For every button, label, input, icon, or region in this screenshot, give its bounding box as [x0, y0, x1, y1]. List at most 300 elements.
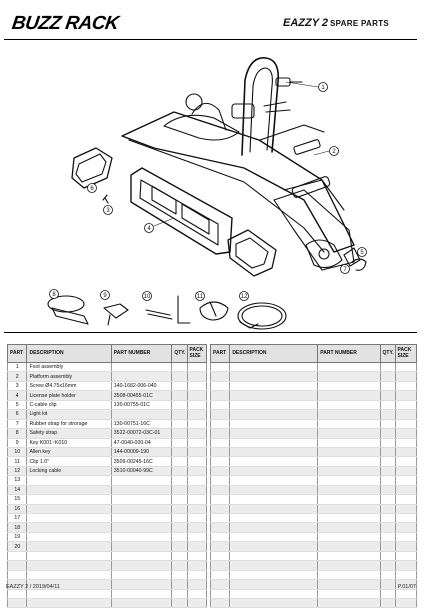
pack-size-cell [395, 363, 416, 372]
parts-table-right [210, 344, 417, 608]
part-cell [211, 410, 230, 419]
description-cell [230, 485, 318, 494]
qty-cell [380, 410, 395, 419]
part-number-cell [318, 429, 380, 438]
part-number-cell [318, 485, 380, 494]
qty-cell [380, 580, 395, 589]
qty-cell [380, 532, 395, 541]
table-row [8, 495, 207, 504]
table-row [8, 457, 207, 466]
part-cell [211, 542, 230, 551]
table-row [8, 419, 207, 428]
qty-cell [380, 589, 395, 598]
description-cell [230, 532, 318, 541]
table-row [211, 485, 417, 494]
qty-cell [172, 457, 187, 466]
table-row [211, 410, 417, 419]
qty-cell [380, 476, 395, 485]
pack-size-cell [187, 542, 207, 551]
svg-text:1: 1 [321, 85, 325, 91]
callout-9 [101, 291, 110, 300]
description-cell [230, 504, 318, 513]
table-row [8, 372, 207, 381]
callout-11 [196, 292, 205, 301]
svg-text:10: 10 [143, 294, 151, 300]
part-number-cell: 3510-00040-99C [111, 466, 172, 475]
description-cell [27, 476, 111, 485]
qty-cell [172, 580, 187, 589]
part-cell [211, 476, 230, 485]
part-number-cell [111, 532, 172, 541]
table-row [211, 570, 417, 579]
pack-size-cell [395, 429, 416, 438]
description-cell [27, 504, 111, 513]
part-number-cell [111, 580, 172, 589]
table-row [211, 532, 417, 541]
description-cell [230, 570, 318, 579]
description-cell [27, 514, 111, 523]
pack-size-cell [187, 457, 207, 466]
part-cell [211, 495, 230, 504]
pack-size-cell [187, 400, 207, 409]
description-cell [27, 485, 111, 494]
pack-size-cell [395, 514, 416, 523]
part-number-cell: 130-00755-01C [111, 400, 172, 409]
callout-1 [286, 82, 328, 92]
qty-cell [172, 372, 187, 381]
part-number-cell [111, 589, 172, 598]
part-number-cell [111, 551, 172, 560]
page-number: P.01/07 [397, 584, 416, 590]
part-number-cell [111, 514, 172, 523]
col-qty: QTY. [380, 345, 395, 363]
callout-12 [240, 292, 249, 301]
table-row [211, 381, 417, 390]
part-cell [211, 514, 230, 523]
description-cell [230, 589, 318, 598]
table-row [211, 400, 417, 409]
pack-size-cell [395, 447, 416, 456]
part-number-cell: 3509-00245-16C [111, 457, 172, 466]
description-cell: Platform assembly [27, 372, 111, 381]
description-cell [230, 400, 318, 409]
svg-text:6: 6 [90, 186, 94, 192]
table-row [8, 400, 207, 409]
table-row [8, 504, 207, 513]
description-cell [230, 580, 318, 589]
qty-cell [380, 466, 395, 475]
pack-size-cell [187, 363, 207, 372]
part-number-cell [111, 542, 172, 551]
qty-cell [172, 429, 187, 438]
pack-size-cell [187, 419, 207, 428]
qty-cell [172, 532, 187, 541]
part-number-cell [318, 476, 380, 485]
table-row [211, 372, 417, 381]
qty-cell [380, 363, 395, 372]
table-row [8, 523, 207, 532]
part-cell: 15 [8, 495, 27, 504]
svg-text:12: 12 [240, 294, 248, 300]
pack-size-cell [187, 589, 207, 598]
part-number-cell [318, 447, 380, 456]
part-cell [211, 561, 230, 570]
qty-cell [172, 381, 187, 390]
part-cell [211, 485, 230, 494]
section-title: SPARE PARTS [330, 19, 390, 28]
part-cell: 13 [8, 476, 27, 485]
pack-size-cell [395, 372, 416, 381]
col-description: DESCRIPTION [27, 345, 111, 363]
pack-size-cell [395, 438, 416, 447]
part-cell: 5 [8, 400, 27, 409]
part-number-cell [111, 410, 172, 419]
part-number-cell [318, 514, 380, 523]
qty-cell [380, 561, 395, 570]
part-number-cell [318, 466, 380, 475]
table-row [211, 447, 417, 456]
description-cell [27, 542, 111, 551]
part-number-cell [318, 589, 380, 598]
description-cell [230, 457, 318, 466]
table-row [8, 570, 207, 579]
svg-text:5: 5 [360, 250, 364, 256]
description-cell: Safety strap [27, 429, 111, 438]
part-cell: 3 [8, 381, 27, 390]
qty-cell [172, 523, 187, 532]
part-number-cell [318, 391, 380, 400]
pack-size-cell [187, 570, 207, 579]
pack-size-cell [187, 438, 207, 447]
pack-size-cell [187, 514, 207, 523]
table-row [8, 561, 207, 570]
table-row [8, 532, 207, 541]
part-number-cell [318, 438, 380, 447]
qty-cell [172, 400, 187, 409]
description-cell [230, 363, 318, 372]
part-cell [8, 570, 27, 579]
part-cell: 6 [8, 410, 27, 419]
qty-cell [380, 391, 395, 400]
col-part: PART [211, 345, 230, 363]
description-cell [230, 495, 318, 504]
col-pack-size: PACK SIZE [395, 345, 416, 363]
part-cell [211, 447, 230, 456]
table-row [211, 466, 417, 475]
part-number-cell: 144-00009-190 [111, 447, 172, 456]
description-cell [27, 570, 111, 579]
qty-cell [380, 570, 395, 579]
description-cell: Allen key [27, 447, 111, 456]
part-number-cell [318, 570, 380, 579]
part-cell: 10 [8, 447, 27, 456]
part-number-cell [111, 495, 172, 504]
part-number-cell [318, 561, 380, 570]
svg-text:9: 9 [103, 293, 107, 299]
pack-size-cell [395, 542, 416, 551]
qty-cell [172, 542, 187, 551]
callout-3 [104, 206, 113, 215]
table-row [8, 429, 207, 438]
col-qty: QTY. [172, 345, 187, 363]
part-cell [8, 561, 27, 570]
callout-8 [50, 290, 59, 299]
description-cell [230, 466, 318, 475]
pack-size-cell [395, 400, 416, 409]
qty-cell [172, 476, 187, 485]
qty-cell [380, 514, 395, 523]
qty-cell [172, 495, 187, 504]
part-cell [211, 381, 230, 390]
qty-cell [172, 570, 187, 579]
part-number-cell [318, 495, 380, 504]
table-row [211, 429, 417, 438]
pack-size-cell [395, 457, 416, 466]
svg-text:7: 7 [343, 267, 347, 273]
callout-6 [88, 184, 97, 193]
pack-size-cell [187, 466, 207, 475]
pack-size-cell [187, 495, 207, 504]
pack-size-cell [187, 551, 207, 560]
qty-cell [172, 410, 187, 419]
description-cell [230, 419, 318, 428]
qty-cell [172, 551, 187, 560]
part-cell [211, 551, 230, 560]
pack-size-cell [187, 410, 207, 419]
pack-size-cell [395, 495, 416, 504]
part-number-cell [111, 372, 172, 381]
pack-size-cell [187, 429, 207, 438]
svg-text:2: 2 [332, 149, 336, 155]
description-cell [230, 381, 318, 390]
qty-cell [172, 447, 187, 456]
pack-size-cell [395, 532, 416, 541]
part-cell: 17 [8, 514, 27, 523]
part-number-cell [111, 485, 172, 494]
pack-size-cell [187, 447, 207, 456]
pack-size-cell [395, 561, 416, 570]
part-cell [211, 532, 230, 541]
part-number-cell [318, 580, 380, 589]
exploded-diagram [4, 40, 417, 333]
part-cell [211, 570, 230, 579]
description-cell: Rubber strap for strorage [27, 419, 111, 428]
part-cell: 7 [8, 419, 27, 428]
description-cell: Key K001~K010 [27, 438, 111, 447]
bike-rack-illustration [4, 40, 417, 332]
table-row [8, 476, 207, 485]
description-cell [230, 391, 318, 400]
part-number-cell [318, 419, 380, 428]
table-row [211, 504, 417, 513]
col-part: PART [8, 345, 27, 363]
qty-cell [380, 485, 395, 494]
part-cell [211, 466, 230, 475]
description-cell: C-cable clip [27, 400, 111, 409]
pack-size-cell [187, 504, 207, 513]
description-cell [230, 523, 318, 532]
table-row [8, 589, 207, 598]
description-cell [27, 551, 111, 560]
callout-7 [341, 265, 350, 274]
table-row [8, 410, 207, 419]
part-number-cell [318, 504, 380, 513]
description-cell [230, 561, 318, 570]
pack-size-cell [187, 485, 207, 494]
table-row [211, 561, 417, 570]
pack-size-cell [395, 419, 416, 428]
part-number-cell [111, 561, 172, 570]
pack-size-cell [395, 381, 416, 390]
col-part-number: PART NUMBER [111, 345, 172, 363]
table-row [8, 447, 207, 456]
qty-cell [172, 485, 187, 494]
description-cell: Locking cable [27, 466, 111, 475]
part-cell: 4 [8, 391, 27, 400]
part-cell: 11 [8, 457, 27, 466]
table-row [8, 466, 207, 475]
qty-cell [172, 589, 187, 598]
qty-cell [380, 372, 395, 381]
part-cell [8, 589, 27, 598]
table-row [8, 438, 207, 447]
part-number-cell [111, 570, 172, 579]
part-number-cell [318, 363, 380, 372]
pack-size-cell [395, 410, 416, 419]
table-row [211, 589, 417, 598]
description-cell [27, 532, 111, 541]
table-row [8, 485, 207, 494]
part-number-cell [318, 551, 380, 560]
svg-text:11: 11 [196, 294, 204, 300]
part-cell: 2 [8, 372, 27, 381]
qty-cell [172, 438, 187, 447]
part-number-cell [318, 542, 380, 551]
description-cell [230, 514, 318, 523]
qty-cell [172, 419, 187, 428]
qty-cell [172, 466, 187, 475]
table-row [211, 551, 417, 560]
pack-size-cell [395, 504, 416, 513]
pack-size-cell [395, 466, 416, 475]
part-cell [211, 372, 230, 381]
part-number-cell [111, 476, 172, 485]
description-cell [230, 438, 318, 447]
col-description: DESCRIPTION [230, 345, 318, 363]
part-cell [8, 551, 27, 560]
callout-5 [358, 248, 367, 257]
qty-cell [380, 457, 395, 466]
qty-cell [380, 504, 395, 513]
part-number-cell [318, 381, 380, 390]
part-cell [211, 429, 230, 438]
description-cell: Screw Ø4.75x16mm [27, 381, 111, 390]
svg-text:8: 8 [52, 292, 56, 298]
pack-size-cell [395, 485, 416, 494]
table-row [8, 514, 207, 523]
qty-cell [380, 523, 395, 532]
pack-size-cell [187, 580, 207, 589]
qty-cell [380, 381, 395, 390]
table-row [211, 457, 417, 466]
footer-date: EAZZY 2 / 2019/04/11 [6, 584, 60, 590]
col-part-number: PART NUMBER [318, 345, 380, 363]
part-cell [211, 589, 230, 598]
pack-size-cell [187, 561, 207, 570]
part-cell [211, 391, 230, 400]
description-cell [27, 561, 111, 570]
description-cell: Light kit [27, 410, 111, 419]
description-cell [230, 542, 318, 551]
pack-size-cell [395, 551, 416, 560]
pack-size-cell [187, 523, 207, 532]
table-row [8, 551, 207, 560]
description-cell [230, 551, 318, 560]
description-cell: Foot assembly [27, 363, 111, 372]
callout-10 [143, 292, 152, 301]
part-cell: 19 [8, 532, 27, 541]
qty-cell [172, 561, 187, 570]
table-row [211, 523, 417, 532]
table-row [211, 419, 417, 428]
brand-logo: BUZZ RACK [10, 13, 120, 34]
qty-cell [380, 419, 395, 428]
part-cell [211, 580, 230, 589]
qty-cell [380, 551, 395, 560]
part-cell: 14 [8, 485, 27, 494]
part-cell [211, 363, 230, 372]
qty-cell [172, 363, 187, 372]
table-row [8, 381, 207, 390]
description-cell: Clip 1.0" [27, 457, 111, 466]
part-cell [211, 457, 230, 466]
part-number-cell [318, 532, 380, 541]
description-cell [27, 495, 111, 504]
description-cell [230, 429, 318, 438]
part-cell: 9 [8, 438, 27, 447]
qty-cell [380, 542, 395, 551]
model-name: EAZZY 2 [283, 17, 329, 29]
table-row [211, 514, 417, 523]
qty-cell [172, 504, 187, 513]
part-number-cell [318, 400, 380, 409]
part-number-cell: 140-1682-006-040 [111, 381, 172, 390]
part-cell [211, 419, 230, 428]
part-cell [211, 504, 230, 513]
qty-cell [380, 447, 395, 456]
part-number-cell [111, 504, 172, 513]
pack-size-cell [187, 381, 207, 390]
qty-cell [380, 429, 395, 438]
part-number-cell: 3522-00072-03C-01 [111, 429, 172, 438]
description-cell [230, 410, 318, 419]
description-cell: License plate holder [27, 391, 111, 400]
part-cell [211, 400, 230, 409]
qty-cell [172, 391, 187, 400]
table-row [211, 495, 417, 504]
part-number-cell [318, 410, 380, 419]
table-row [8, 363, 207, 372]
qty-cell [380, 495, 395, 504]
parts-table-left [7, 344, 207, 608]
description-cell [27, 589, 111, 598]
pack-size-cell [187, 391, 207, 400]
part-cell: 20 [8, 542, 27, 551]
svg-text:3: 3 [106, 208, 110, 214]
qty-cell [380, 400, 395, 409]
description-cell [230, 372, 318, 381]
part-cell: 12 [8, 466, 27, 475]
